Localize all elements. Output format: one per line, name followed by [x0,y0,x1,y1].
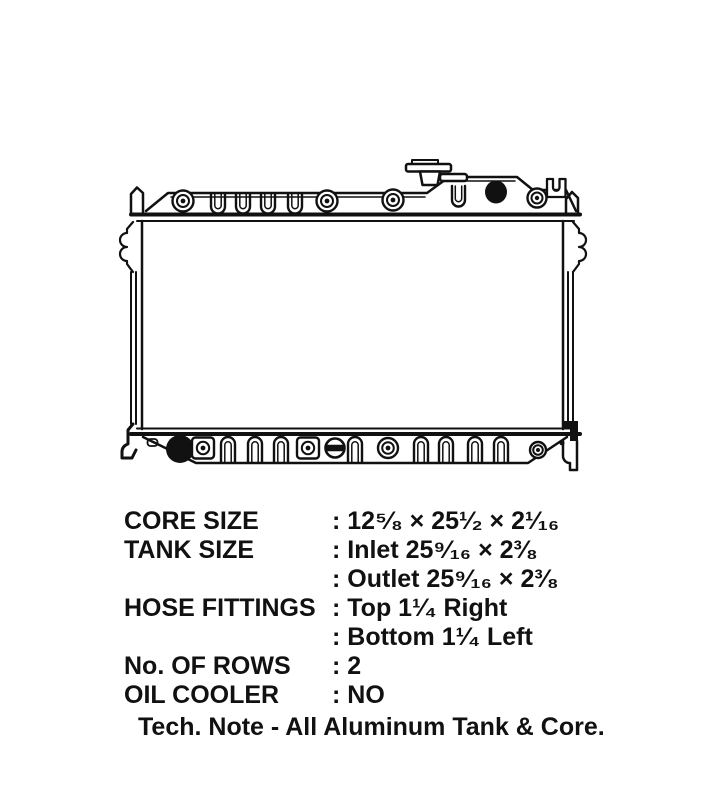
spec-label [124,623,332,652]
tech-note: Tech. Note - All Aluminum Tank & Core. [138,713,605,741]
bottom-square-bosses [192,438,319,459]
spec-value: : NO [332,681,385,709]
spec-value: : 2 [332,652,362,680]
spec-label: CORE SIZE [124,507,259,535]
spec-value: : 12⁵⁄₈ × 25¹⁄₂ × 2¹⁄₁₆ [332,507,560,535]
spec-row-hose-fittings-bottom [124,623,605,652]
spec-row-oil-cooler [124,681,605,710]
filler-port [485,181,507,204]
spec-label [124,565,332,594]
spec-row-hose-fittings [124,594,605,623]
spec-row-rows [124,652,605,681]
bottom-round-bosses [378,438,546,458]
spec-value: : Inlet 25⁹⁄₁₆ × 2³⁄₈ [332,536,538,564]
spec-value: : Top 1¹⁄₄ Right [332,594,508,622]
spec-label: No. OF ROWS [124,652,291,680]
spec-label: OIL COOLER [124,681,280,709]
cap-slot-channel [452,186,465,207]
side-bracket-left [120,188,143,459]
spec-row-tank-size [124,536,605,565]
core [142,221,563,429]
spec-row-core-size [124,507,605,536]
bottom-channels [221,437,508,463]
spec-value: : Outlet 25⁹⁄₁₆ × 2³⁄₈ [332,565,559,593]
radiator-cap [406,160,467,185]
outlet-port [166,435,194,463]
spec-row-tank-size-outlet [124,565,605,594]
fork-tab [547,179,566,197]
spec-value: : Bottom 1¹⁄₄ Left [332,623,533,651]
drain-plug [326,439,345,458]
spec-table [124,507,605,742]
spec-label: HOSE FITTINGS [124,594,316,622]
top-tank [131,177,580,221]
spec-label: TANK SIZE [124,536,255,564]
